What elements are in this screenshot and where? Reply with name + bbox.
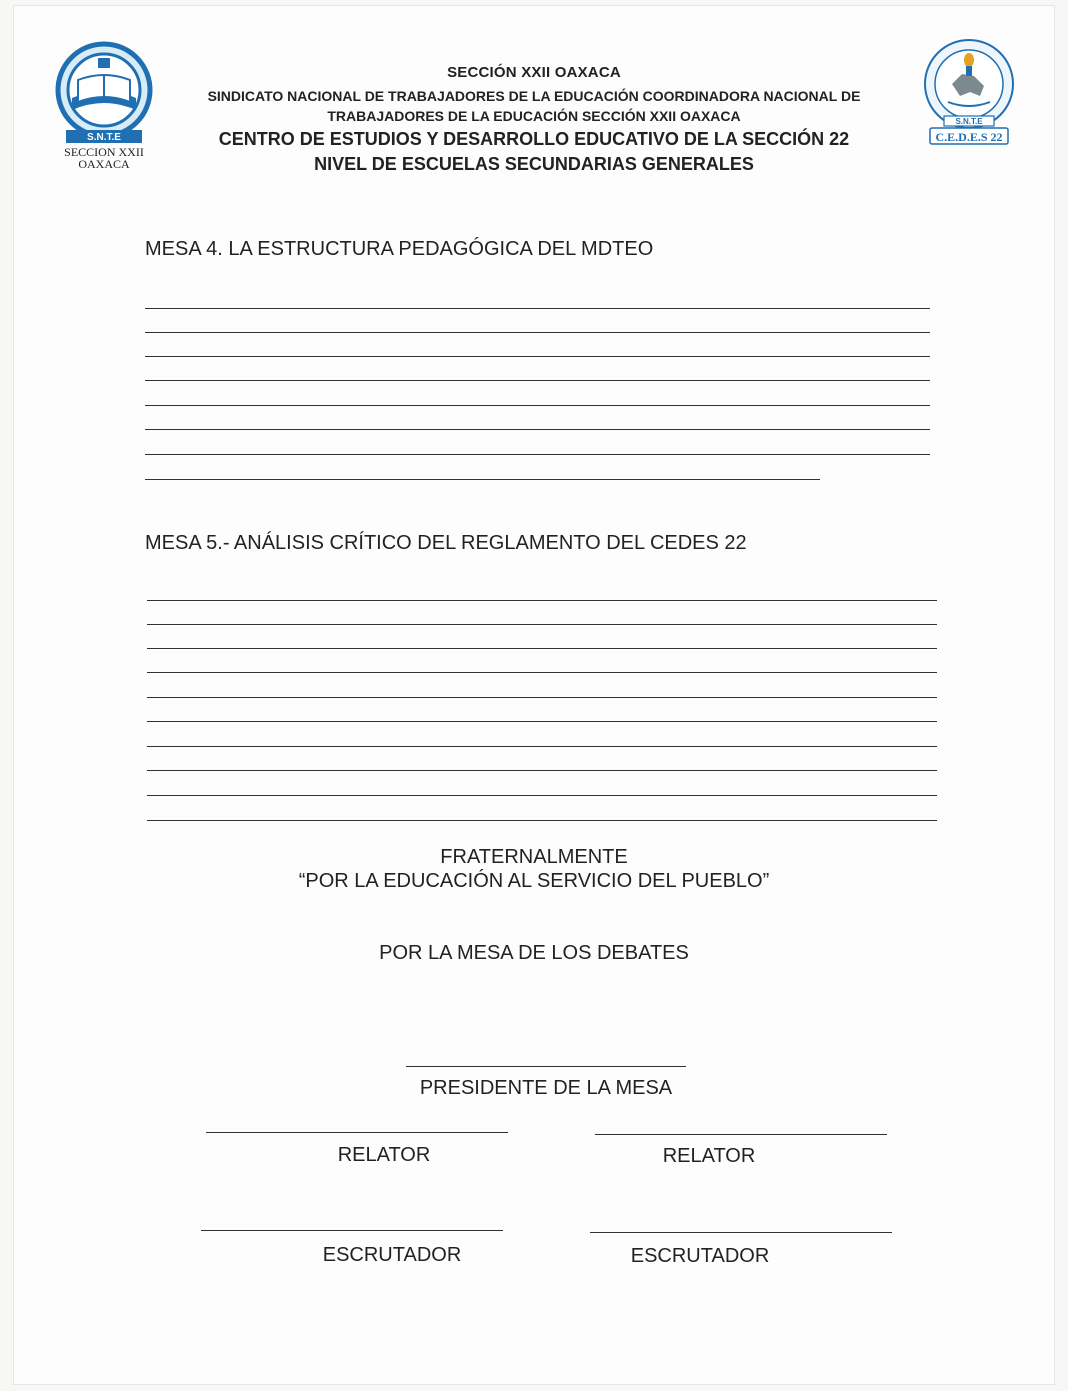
answer-line: [147, 697, 937, 698]
relator-right-label: RELATOR: [662, 1145, 756, 1167]
closing-debates: POR LA MESA DE LOS DEBATES: [379, 942, 689, 964]
header-line-2: SINDICATO NACIONAL DE TRABAJADORES DE LA EDUCACIÓN COORDINADORA NACIONAL DE: [207, 88, 861, 104]
answer-line: [145, 380, 930, 381]
answer-line: [147, 746, 937, 747]
mesa-5-title: MESA 5.- ANÁLISIS CRÍTICO DEL REGLAMENTO DEL CEDES 22: [145, 532, 747, 554]
header-line-4: CENTRO DE ESTUDIOS Y DESARROLLO EDUCATIVO DE LA SECCIÓN 22: [218, 129, 850, 149]
header-line-1: SECCIÓN XXII OAXACA: [447, 64, 621, 81]
answer-line: [145, 332, 930, 333]
answer-line: [147, 770, 937, 771]
president-label: PRESIDENTE DE LA MESA: [419, 1077, 673, 1099]
closing-motto: “POR LA EDUCACIÓN AL SERVICIO DEL PUEBLO”: [298, 870, 770, 892]
answer-line: [147, 600, 937, 601]
logo-left-caption2: OAXACA: [78, 157, 130, 171]
escrutador-left-label: ESCRUTADOR: [322, 1244, 462, 1266]
snte-seccion-xxii-logo: [44, 40, 164, 180]
logo-right-caption: C.E.D.E.S 22: [935, 130, 1003, 144]
answer-line: [147, 672, 937, 673]
relator-left-signature-line: [206, 1132, 508, 1133]
answer-line: [147, 820, 937, 821]
document-page: [14, 6, 1054, 1384]
relator-left-label: RELATOR: [337, 1144, 431, 1166]
header-line-3: TRABAJADORES DE LA EDUCACIÓN SECCIÓN XXII OAXACA: [327, 108, 741, 124]
logo-left-badge: S.N.T.E: [87, 132, 121, 143]
mesa-4-title: MESA 4. LA ESTRUCTURA PEDAGÓGICA DEL MDTEO: [145, 238, 654, 260]
escrutador-right-label: ESCRUTADOR: [630, 1245, 770, 1267]
answer-line: [147, 648, 937, 649]
header-line-5: NIVEL DE ESCUELAS SECUNDARIAS GENERALES: [314, 154, 754, 174]
answer-line: [145, 429, 930, 430]
answer-line: [145, 356, 930, 357]
answer-line: [145, 308, 930, 309]
logo-right-badge: S.N.T.E: [955, 117, 983, 126]
logo-left-caption1: SECCION XXII: [64, 145, 144, 159]
relator-right-signature-line: [595, 1134, 887, 1135]
answer-line: [145, 454, 930, 455]
answer-line: [147, 624, 937, 625]
cedes-22-logo: [910, 36, 1028, 154]
closing-fraternal: FRATERNALMENTE: [440, 846, 628, 868]
answer-line: [147, 795, 937, 796]
answer-line: [145, 479, 820, 480]
answer-line: [145, 405, 930, 406]
president-signature-line: [406, 1066, 686, 1067]
escrutador-right-signature-line: [590, 1232, 892, 1233]
answer-line: [147, 721, 937, 722]
escrutador-left-signature-line: [201, 1230, 503, 1231]
